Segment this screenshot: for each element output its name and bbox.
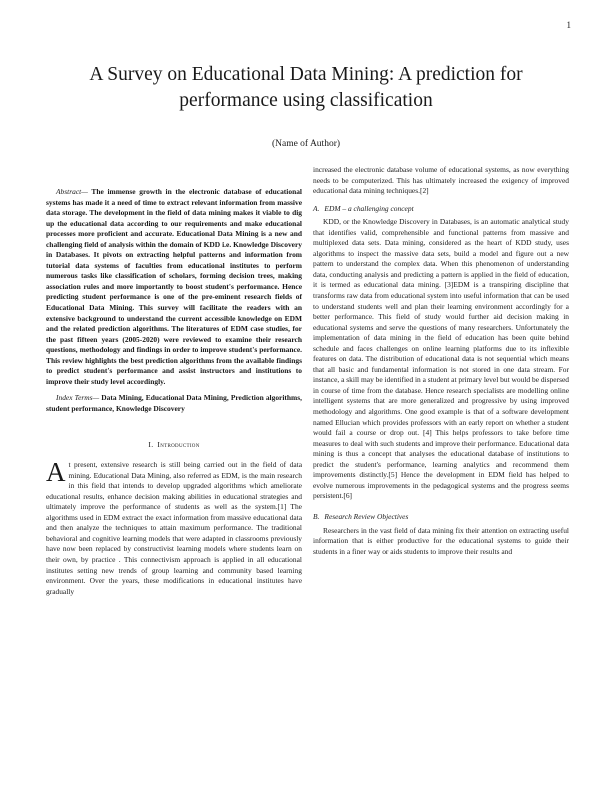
subsection-heading-a xyxy=(313,204,569,215)
abstract-text: The immense growth in the electronic database of educational systems has made it a need of time to extract relevant information from massive data storage. The development in the field of data mining makes it viable to dig up the educational data according to our requirements and make educational processes more proficient and accurate. Educational Data Mining is a new and challenging field of analysis within the domain of KDD i.e. Knowledge Discovery in Databases. It pivots on extracting helpful patterns and information from tutorial data systems of faculties from educational institutes to perform numerous tasks like classification of scholars, forming decision trees, making association rules and more importantly to boost student's performance. Hence predicting student performance is one of the pre-eminent research fields of Educational Data Mining. This survey will facilitate the readers with an extensive background to understand the current accessible knowledge on EDM and the related prediction algorithms. The literatures of EDM case studies, for the past fifteen years (2005-2020) were reviewed to examine their research questions, methodology and findings in order to improve student's performance. This review highlights the best prediction algorithms from the available findings to predict student's performance and assist instructors and institutions to improve their study level accordingly. xyxy=(46,187,302,386)
section-number: I. xyxy=(148,440,154,450)
section-title: Introduction xyxy=(157,440,200,450)
subsection-title: Research Review Objectives xyxy=(324,511,409,521)
author-line: (Name of Author) xyxy=(271,139,341,149)
index-terms-text: Data Mining, Educational Data Mining, Prediction algorithms, student performance, Knowledge Discovery xyxy=(46,393,302,413)
subsection-letter: B. xyxy=(313,511,320,521)
left-column xyxy=(46,165,302,597)
subsection-letter: A. xyxy=(313,203,320,213)
subsection-a-paragraph: KDD, or the Knowledge Discovery in Databases, is an automatic analytical study that identifies valid, comprehensible and functional patterns from massive and multiplexed data sets. Data mining, considered as the heart of KDD study, uses algorithms to inspect the massive data sets, build a model and figure out a new pattern to understand the complex data. When this phenomenon of understanding data, conducting analysis and predicting a pattern is applied in the field of education, it is termed as educational data mining. [3]EDM is a transpiring discipline that transforms raw data from educational system into useful information that can be used to understand students well and plan their learning environment accordingly for a better performance. This field of study would further aid decision making in educational systems and serve the questions of many researchers. Unfortunately the implementation of data mining in the field of education has been quite behind schedule and faces challenges on online learning platforms due to its inflexible features on data. The distribution of educational data is not sequential which means that all basic and fundamental information is not stored in one data stream. For instance, a skill may be identified in a student at primary level but would be dispersed in course of time from the database. Hence research specialists are modelling online intelligent systems that are more generalized and progressive by using improved methodology and algorithms. One good example is that of a software development named Ellucian which provides professors with an early report on whether a student would fail a course or drop out. [4] This helps professors to take before time measures to deal with such students and improve their performance. Educational data mining is thus a concept that analyses the educational database of institutions to predict the student's performance, learning analytics and recommend them improvements distinctly.[5] Hence the development in EDM field has helped to evolve numerous improvements in the pedagogical systems and the progress seems persistent.[6] xyxy=(313,217,569,501)
abstract xyxy=(46,187,302,387)
subsection-b-paragraph: Researchers in the vast field of data mining fix their attention on extracting useful information that is either productive for the educational systems to guide their students in a finer way or aids students to improve their results and xyxy=(313,525,569,556)
index-terms xyxy=(46,393,302,414)
introduction-text: t present, extensive research is still being carried out in the field of data mining. Educational Data Mining, also referred as EDM, is the main research in this field that intends to develop upgraded algorithms which ameliorate educational results, enhance decision making abilities in educational strategies and ultimately improve the performance of students as well as the system.[1] The algorithms used in EDM extract the exact information from massive educational data and then analyze the techniques to attain maximum performance. The traditional behavioral and cognitive learning models that were adapted in classrooms previously have now been replaced by constructivist learning models where students learn on their own, by practice . This connectivism approach is applied in all educational institutes setting new trends of group learning and community based learning environment. Over the years, these modifications in educational institutes have gradually xyxy=(46,460,302,596)
subsection-heading-b xyxy=(313,512,569,523)
page-number: 1 xyxy=(566,20,571,30)
section-heading-introduction xyxy=(46,440,302,451)
paper-title: A Survey on Educational Data Mining: A prediction for performance using classification xyxy=(89,64,523,111)
right-column xyxy=(313,165,569,557)
introduction-paragraph xyxy=(46,457,302,597)
introduction-continued: increased the electronic database volume of educational systems, as now everything needs to be computerized. This has ultimately increased the exigency of improved educational data mining techniques.[2] xyxy=(313,165,569,196)
dropcap-letter: A xyxy=(46,457,66,488)
index-terms-label: Index Terms— xyxy=(56,393,100,403)
abstract-label: Abstract— xyxy=(56,187,88,196)
subsection-title: EDM – a challenging concept xyxy=(324,203,414,213)
